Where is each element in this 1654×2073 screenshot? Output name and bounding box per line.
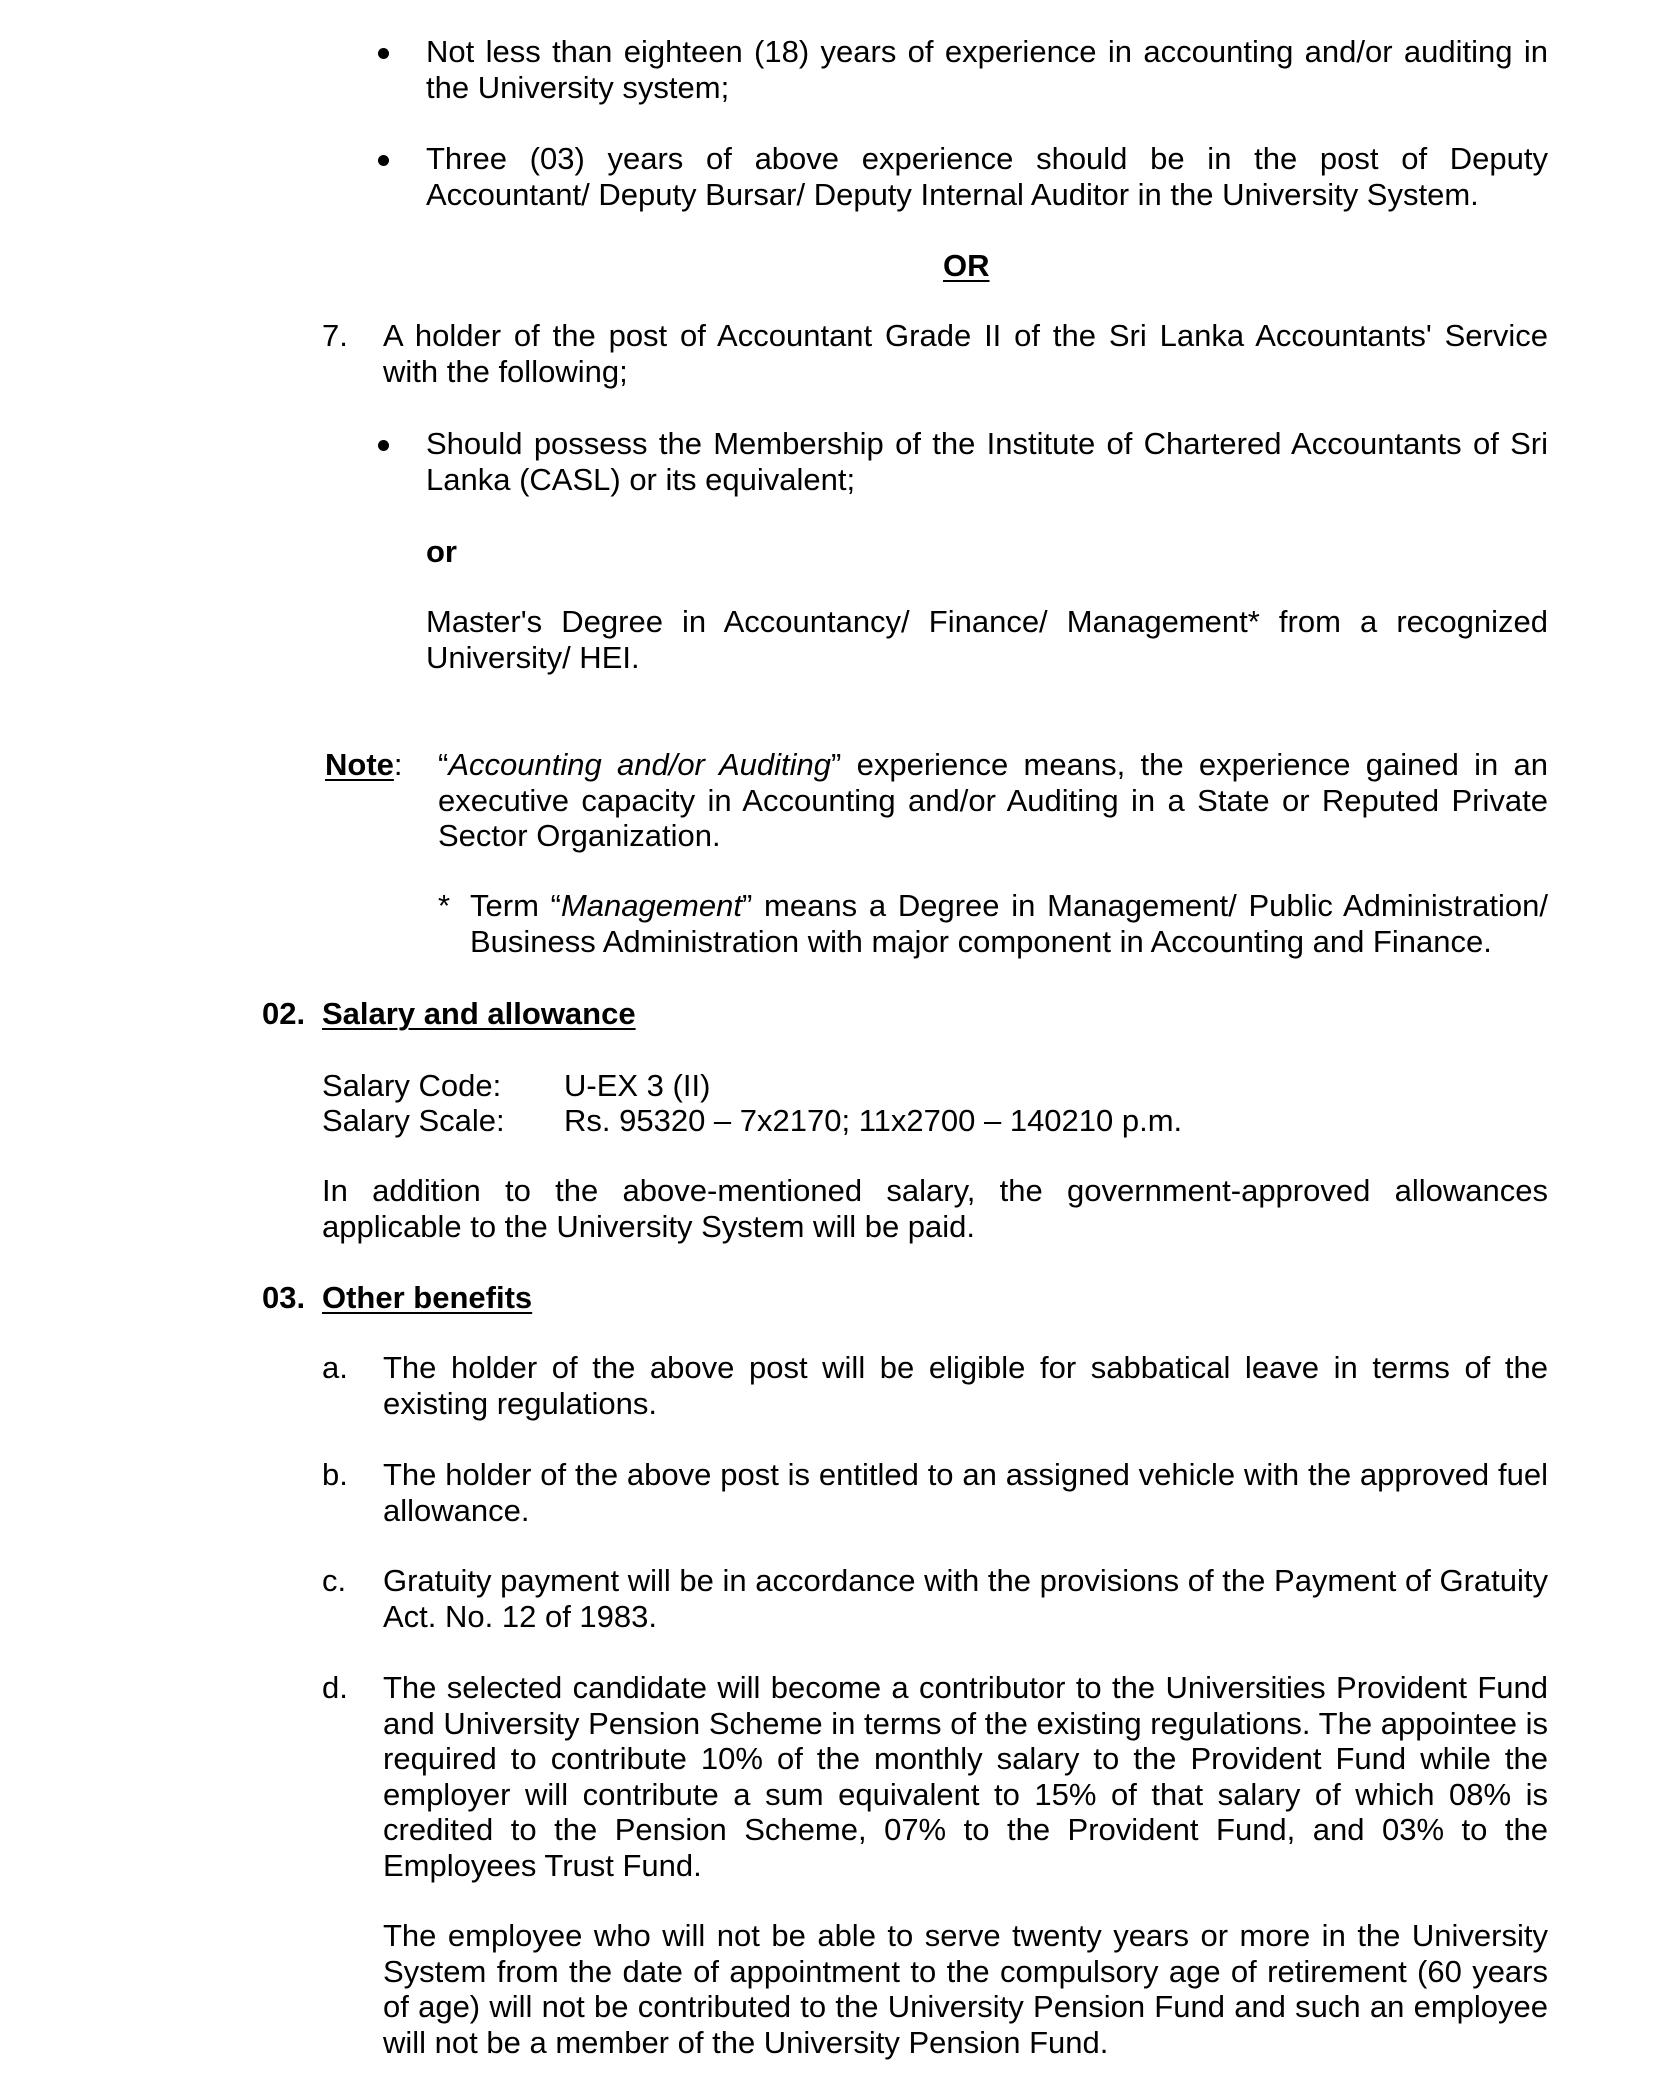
salary-code-value: U-EX 3 (II) (564, 1068, 711, 1103)
note-rest: ” experience means, the experience gained in an executive capacity in Accounting and/or Auditing in a State or Reputed Private Sector Organization. (438, 747, 1548, 853)
item-7-text: A holder of the post of Accountant Grade II of the Sri Lanka Accountants' Service with the following; (383, 318, 1548, 389)
note-star-pre: Term “ (470, 888, 561, 923)
note-term: Accounting and/or Auditing (448, 747, 832, 782)
note-colon: : (393, 747, 403, 782)
salary-scale-label: Salary Scale: (322, 1103, 505, 1138)
item-7-alternative: Master's Degree in Accountancy/ Finance/ Management* from a recognized University/ HEI. (426, 604, 1548, 675)
item-7-bullet: Should possess the Membership of the Institute of Chartered Accountants of Sri Lanka (CASL) or its equivalent; (426, 426, 1548, 497)
section-02-title: Salary and allowance (322, 996, 636, 1031)
note-asterisk: * (438, 888, 451, 923)
salary-code-label: Salary Code: (322, 1068, 502, 1103)
item-7-number: 7. (322, 318, 348, 353)
benefit-sabbatical-leave: The holder of the above post will be eligible for sabbatical leave in terms of the existing regulations. (383, 1350, 1548, 1421)
note-label-text: Note (325, 747, 394, 782)
bullet-experience-3-years: Three (03) years of above experience should be in the post of Deputy Accountant/ Deputy Bursar/ Deputy Internal Auditor in the University System. (426, 141, 1548, 212)
section-02-number: 02. (262, 996, 306, 1031)
benefit-letter: b. (322, 1457, 348, 1492)
benefit-letter: d. (322, 1670, 348, 1705)
section-03-number: 03. (262, 1280, 306, 1315)
note-management-definition (470, 888, 1548, 959)
bullet-dot (378, 155, 389, 166)
salary-allowance-text: In addition to the above-mentioned salary, the government-approved allowances applicable to the University System will be paid. (322, 1173, 1548, 1244)
bullet-dot (378, 440, 389, 451)
note-text (438, 747, 1548, 854)
benefit-letter: a. (322, 1350, 348, 1385)
bullet-dot (378, 48, 389, 59)
benefit-pension-note: The employee who will not be able to serve twenty years or more in the University System from the date of appointment to the compulsory age of retirement (60 years of age) will not be contributed to the University Pension Fund and such an employee will not be a member of the University Pension Fund. (383, 1918, 1548, 2060)
note-label (325, 747, 403, 783)
item-7-or: or (426, 534, 457, 569)
section-03-title: Other benefits (322, 1280, 533, 1315)
salary-scale-value: Rs. 95320 – 7x2170; 11x2700 – 140210 p.m. (564, 1103, 1183, 1138)
note-open-quote: “ (438, 747, 449, 782)
benefit-letter: c. (322, 1563, 347, 1598)
note-star-term: Management (560, 888, 742, 923)
benefit-assigned-vehicle: The holder of the above post is entitled to an assigned vehicle with the approved fuel allowance. (383, 1457, 1548, 1528)
note-star-rest: ” means a Degree in Management/ Public Administration/ Business Administration with major component in Accounting and Finance. (470, 888, 1548, 959)
or-heading: OR (943, 248, 990, 283)
benefit-provident-fund: The selected candidate will become a contributor to the Universities Provident Fund and University Pension Scheme in terms of the existing regulations. The appointee is required to contribute 10% of the monthly salary to the Provident Fund while the employer will contribute a sum equivalent to 15% of that salary of which 08% is credited to the Pension Scheme, 07% to the Provident Fund, and 03% to the Employees Trust Fund. (383, 1670, 1548, 1883)
benefit-gratuity: Gratuity payment will be in accordance with the provisions of the Payment of Gratuity Act. No. 12 of 1983. (383, 1563, 1548, 1634)
bullet-experience-18-years: Not less than eighteen (18) years of experience in accounting and/or auditing in the University system; (426, 34, 1548, 105)
